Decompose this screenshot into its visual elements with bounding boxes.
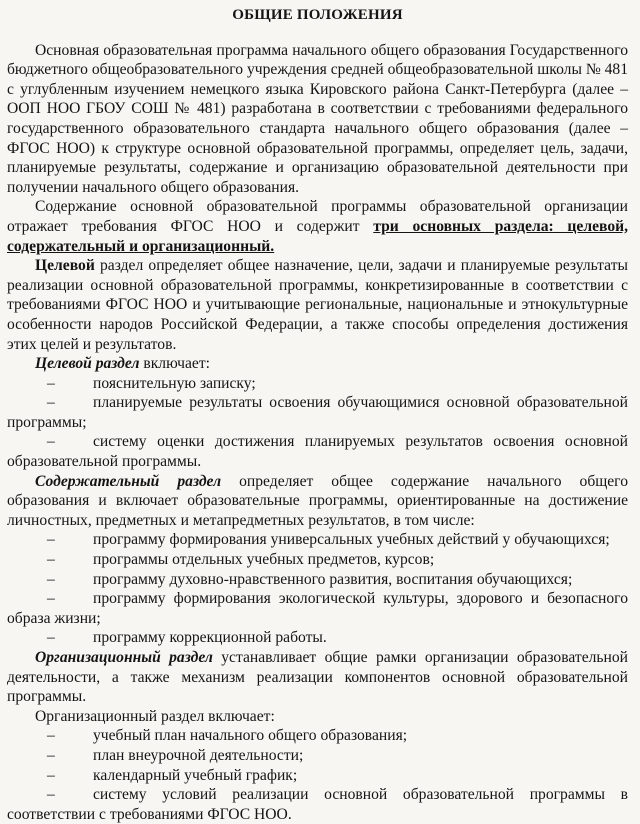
content-section-rest: определяет общее содержание начального общего образования и включает образовательные программы, ориентированные на достижение личностных, предметных и метапредметных результатов, в том числе: bbox=[7, 472, 628, 529]
target-section-lead: Целевой раздел bbox=[35, 355, 140, 373]
paragraph-target-description bbox=[7, 256, 628, 354]
paragraph-content-structure-lead: Содержание основной образовательной программы образовательной организации отражает требования ФГОС НОО и содержит bbox=[7, 198, 628, 235]
dash-bullet: – bbox=[47, 629, 55, 647]
list-item-text: программы отдельных учебных предметов, курсов; bbox=[93, 551, 435, 569]
list-item bbox=[7, 766, 628, 786]
list-item-text: календарный учебный график; bbox=[93, 766, 298, 784]
list-item-text: программу формирования экологической культуры, здорового и безопасного образа жизни; bbox=[7, 590, 628, 627]
dash-bullet: – bbox=[47, 570, 55, 588]
list-item bbox=[7, 589, 628, 628]
target-description-text: раздел определяет общее назначение, цели, задачи и планируемые результаты реализации основной образовательной программы, конкретизированные в соответствии с требованиями ФГОС НОО и учитывающие региональные, национальные и этнокультурные особенности народов Российской Федерации, а также способы определения достижения этих целей и результатов. bbox=[7, 257, 628, 353]
dash-bullet: – bbox=[47, 374, 55, 392]
list-item bbox=[7, 746, 628, 766]
target-section-heading bbox=[7, 354, 628, 374]
dash-bullet: – bbox=[47, 531, 55, 549]
list-item bbox=[7, 374, 628, 394]
list-item bbox=[7, 726, 628, 746]
list-item-text: учебный план начального общего образования; bbox=[93, 727, 408, 745]
list-item-text: программу формирования универсальных учебных действий у обучающихся; bbox=[93, 531, 610, 549]
list-item bbox=[7, 393, 628, 432]
paragraph-content-structure bbox=[7, 197, 628, 256]
page-title: ОБЩИЕ ПОЛОЖЕНИЯ bbox=[232, 7, 403, 23]
list-item-text: программу коррекционной работы. bbox=[93, 629, 327, 647]
list-item bbox=[7, 550, 628, 570]
list-item-text: систему оценки достижения планируемых результатов освоения основной образовательной программы. bbox=[7, 433, 628, 471]
list-item-text: программу духовно-нравственного развития, воспитания обучающихся; bbox=[93, 570, 573, 588]
dash-bullet: – bbox=[47, 766, 55, 784]
target-term: Целевой bbox=[35, 257, 95, 275]
dash-bullet: – bbox=[47, 786, 55, 804]
paragraph-intro: Основная образовательная программа начального общего образования Государственного бюджетного общеобразовательного учреждения средней общеобразовательной школы № 481 с углубленным изучением немецкого языка Кировского района Санкт-Петербурга (далее – ООП НОО ГБОУ СОШ № 481) разработана в соответствии с требованиями федерального государственного образовательного стандарта начального общего образования (далее – ФГОС НОО) к структуре основной образовательной программы, определяет цель, задачи, планируемые результаты, содержание и организацию образовательной деятельности при получении начального общего образования. bbox=[7, 41, 628, 196]
list-item bbox=[7, 432, 628, 471]
org-section-paragraph bbox=[7, 648, 628, 707]
list-item-text: пояснительную записку; bbox=[93, 374, 256, 392]
list-item bbox=[7, 628, 628, 648]
content-section-paragraph bbox=[7, 472, 628, 531]
list-item bbox=[7, 570, 628, 590]
three-sections-emphasis: три основных раздела: целевой, содержательный и организационный. bbox=[7, 217, 628, 255]
org-section-includes: Организационный раздел включает: bbox=[35, 707, 275, 725]
dash-bullet: – bbox=[47, 394, 55, 412]
dash-bullet: – bbox=[47, 746, 55, 764]
dash-bullet: – bbox=[47, 727, 55, 745]
list-item-text: планируемые результаты освоения обучающимися основной образовательной программы; bbox=[7, 394, 628, 431]
dash-bullet: – bbox=[47, 433, 55, 451]
list-item-text: систему условий реализации основной образовательной программы в соответствии с требованиями ФГОС НОО. bbox=[7, 786, 628, 823]
dash-bullet: – bbox=[47, 590, 55, 608]
content-section-lead: Содержательный раздел bbox=[35, 472, 222, 490]
org-section-rest: устанавливает общие рамки организации образовательной деятельности, а также механизм реализации компонентов основной образовательной программы. bbox=[7, 649, 628, 706]
list-item-text: план внеурочной деятельности; bbox=[93, 746, 304, 764]
list-item bbox=[7, 785, 628, 824]
dash-bullet: – bbox=[47, 551, 55, 569]
list-item bbox=[7, 530, 628, 550]
target-section-rest: включает: bbox=[139, 355, 210, 373]
org-section-lead: Организационный раздел bbox=[35, 649, 213, 666]
